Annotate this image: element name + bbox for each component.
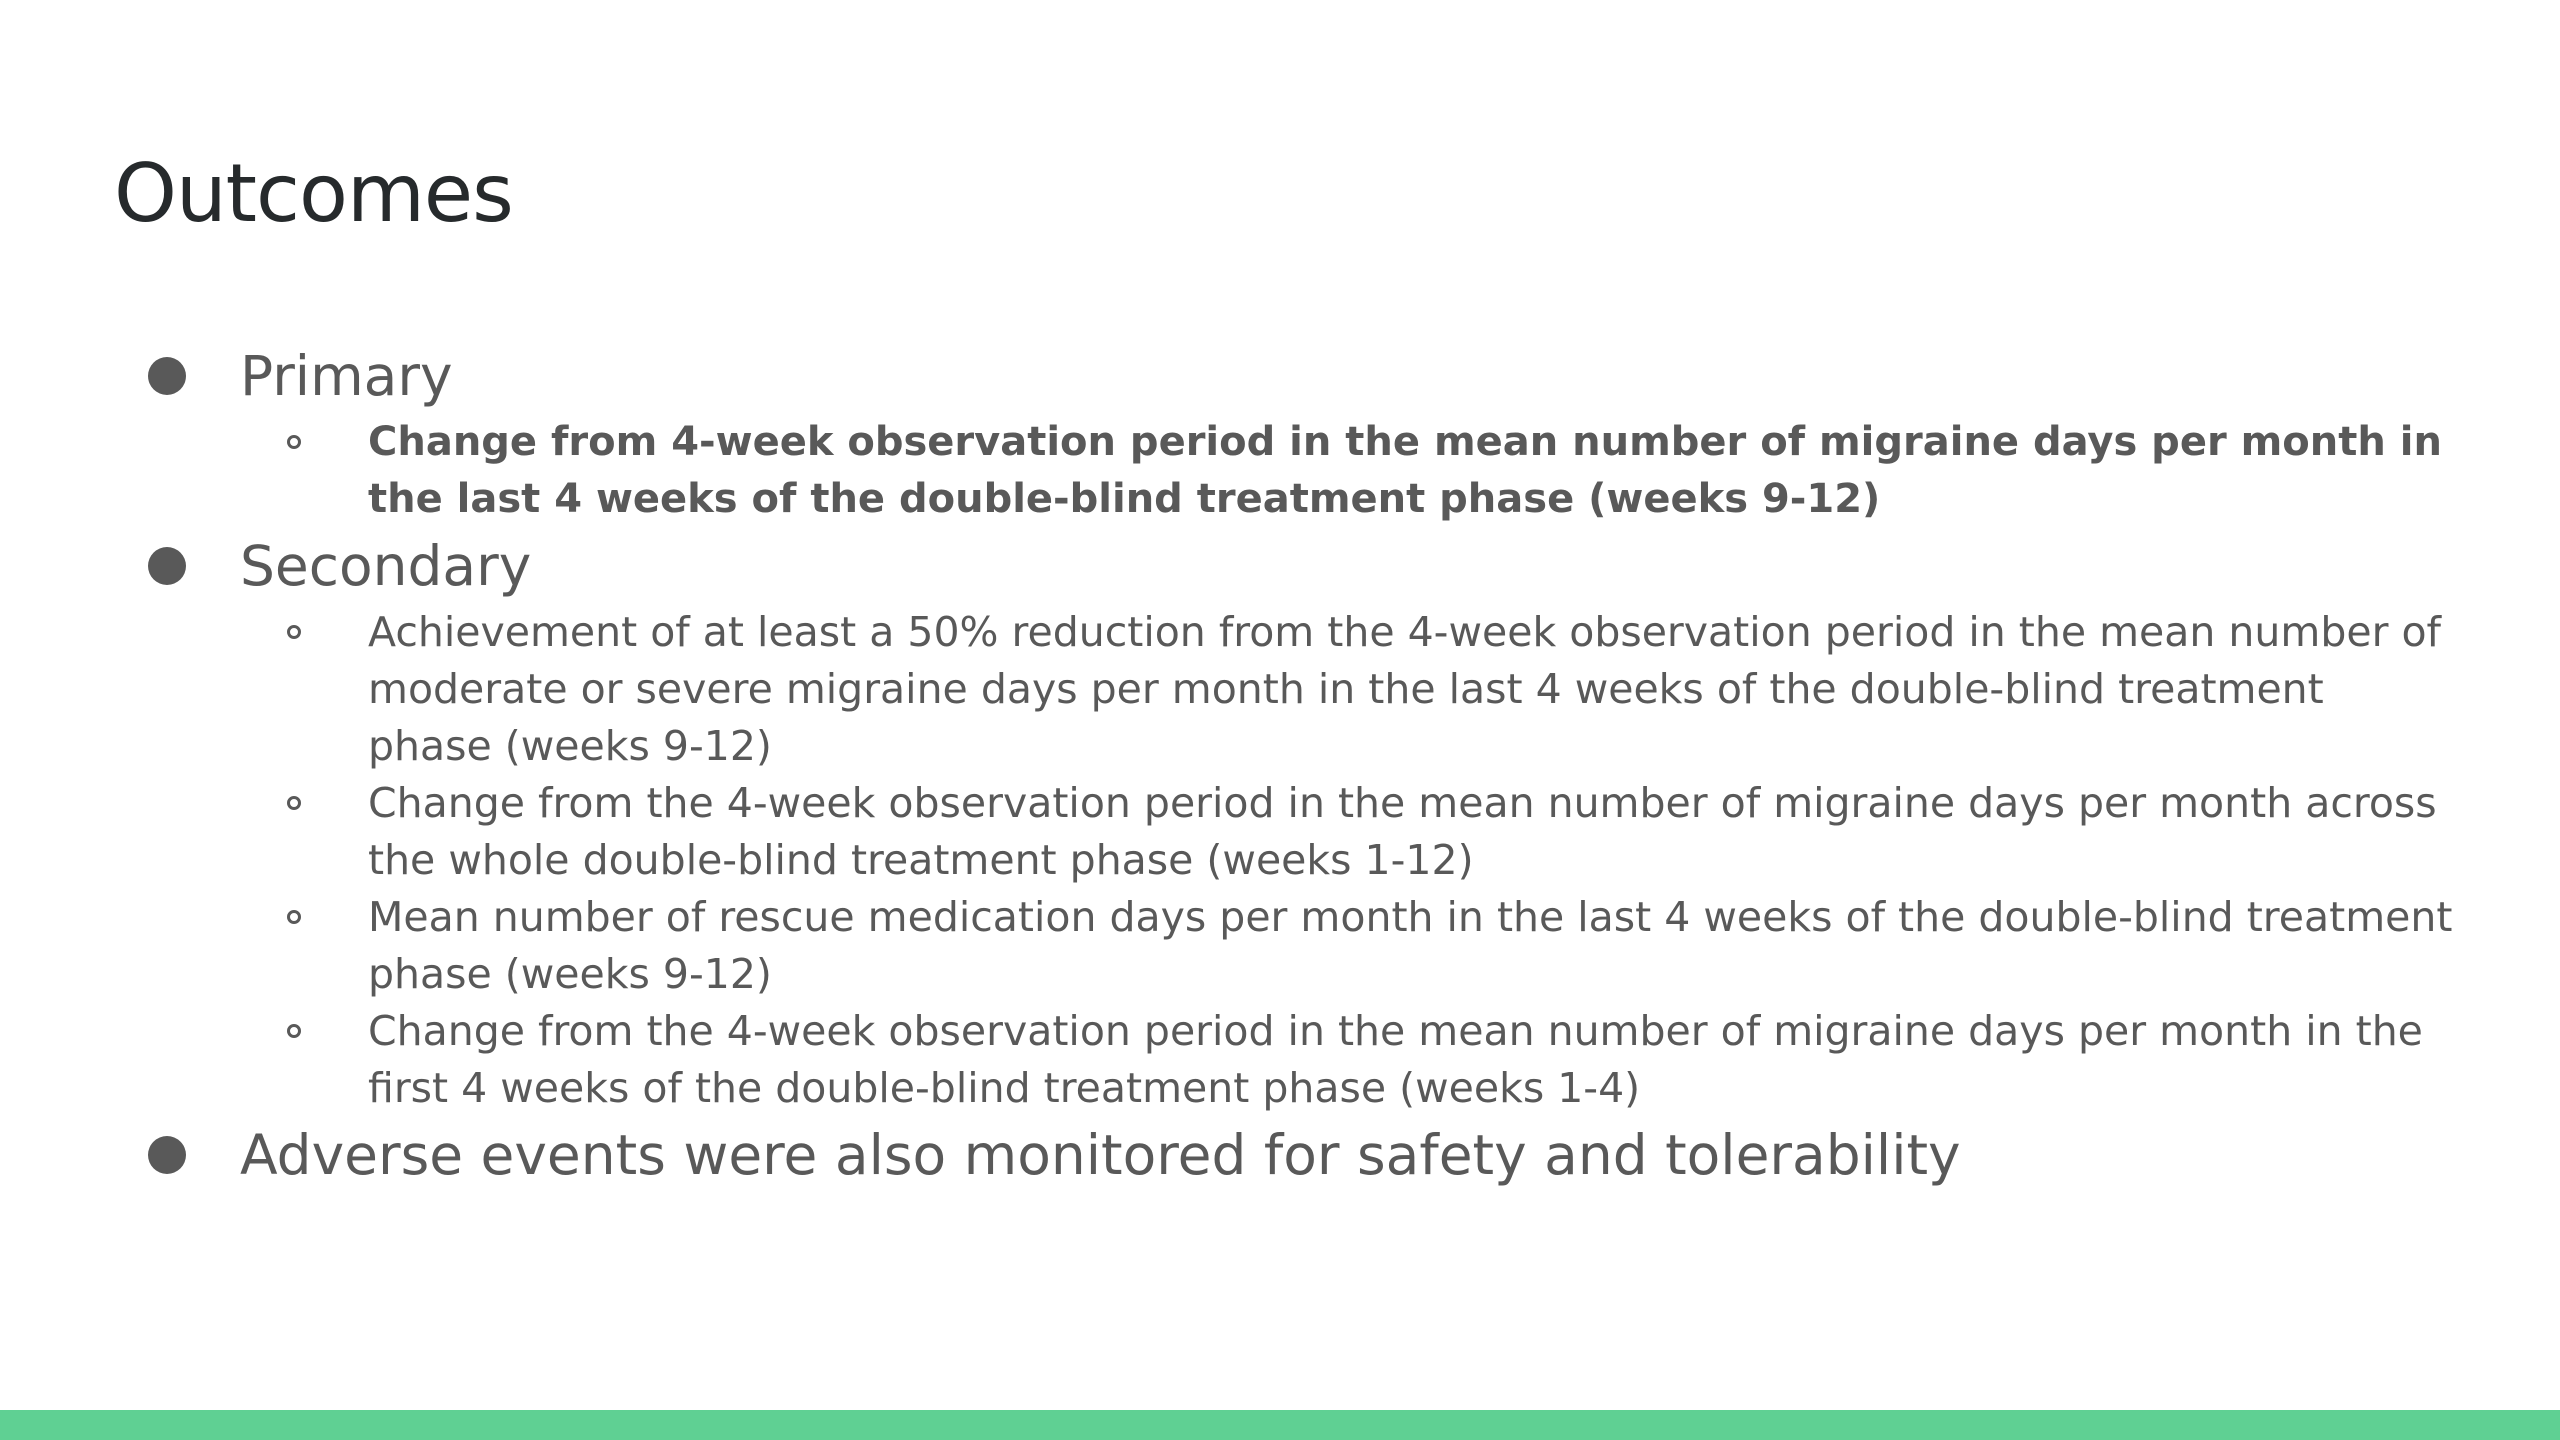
sub-item-primary-outcome bbox=[368, 414, 2460, 528]
sub-list-secondary bbox=[240, 604, 2453, 1117]
sub-item-text: Mean number of rescue medication days per month in the last 4 weeks of the double-blind treatment phase (weeks 9-12) bbox=[368, 893, 2453, 998]
sub-item-text: Change from 4-week observation period in the mean number of migraine days per month in the last 4 weeks of the double-blind treatment phase (weeks 9-12) bbox=[368, 419, 2442, 522]
sub-list-primary bbox=[240, 414, 2442, 528]
sub-item-text: Change from the 4-week observation period in the mean number of migraine days per month across the whole double-blind treatment phase (weeks 1-12) bbox=[368, 779, 2437, 884]
sub-item-secondary-4 bbox=[368, 1003, 2460, 1117]
sub-item-secondary-3 bbox=[368, 889, 2460, 1003]
sub-item-text: Achievement of at least a 50% reduction from the 4-week observation period in the mean number of moderate or severe migraine days per month in the last 4 weeks of the double-blind treatment phase (weeks 9-12) bbox=[368, 608, 2441, 770]
slide-title: Outcomes bbox=[114, 147, 513, 240]
outline-item-primary bbox=[0, 338, 2442, 528]
sub-item-secondary-2 bbox=[368, 775, 2460, 889]
filled-bullet-icon bbox=[148, 547, 186, 585]
hollow-bullet-icon bbox=[287, 796, 301, 810]
hollow-bullet-icon bbox=[287, 435, 301, 449]
hollow-bullet-icon bbox=[287, 910, 301, 924]
outline-item-secondary bbox=[0, 528, 2453, 1117]
sub-item-secondary-1 bbox=[368, 604, 2460, 775]
filled-bullet-icon bbox=[148, 357, 186, 395]
outline-list bbox=[0, 338, 2560, 1193]
outline-item-label: Adverse events were also monitored for safety and tolerability bbox=[240, 1123, 1961, 1187]
outline-item-adverse-events bbox=[0, 1117, 2420, 1193]
outline-item-label: Primary bbox=[240, 344, 453, 408]
filled-bullet-icon bbox=[148, 1136, 186, 1174]
hollow-bullet-icon bbox=[287, 1024, 301, 1038]
sub-item-text: Change from the 4-week observation period in the mean number of migraine days per month in the first 4 weeks of the double-blind treatment phase (weeks 1-4) bbox=[368, 1007, 2423, 1112]
footer-accent-bar bbox=[0, 1410, 2560, 1440]
hollow-bullet-icon bbox=[287, 625, 301, 639]
outline-item-label: Secondary bbox=[240, 534, 532, 598]
